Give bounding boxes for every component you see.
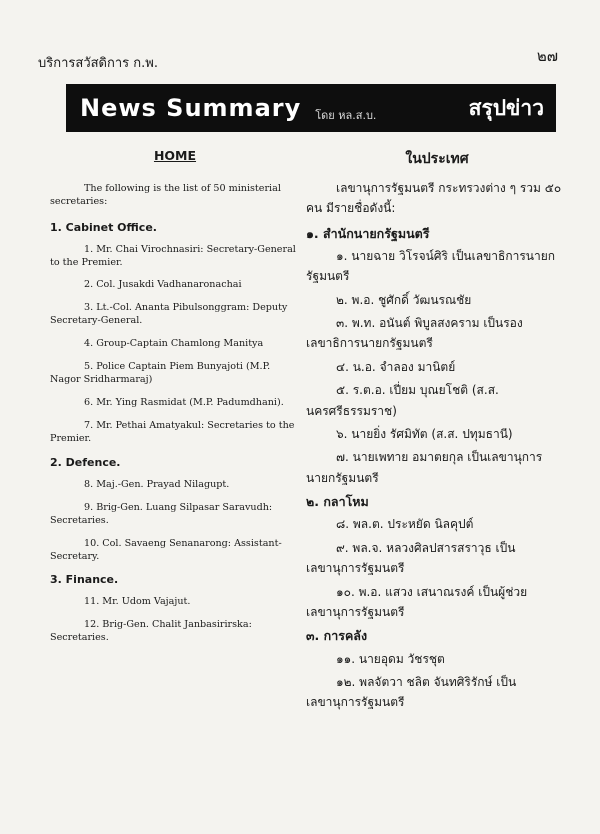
english-column [50, 148, 300, 655]
list-item: ๖. นายยิ่ง รัศมิทัต (ส.ส. ปทุมธานี) [336, 426, 513, 441]
news-summary-banner [66, 84, 556, 132]
list-item: 9. Brig-Gen. Luang Silpasar Saravudh: Secretaries. [50, 501, 273, 526]
list-item: ๘. พล.ต. ประหยัด นิลคุปต์ [336, 517, 474, 532]
banner-thai-title: สรุปข่าว [468, 95, 544, 120]
intro-paragraph: The following is the list of 50 ministerial secretaries: [50, 182, 281, 207]
section-title: ๒. กลาโหม [306, 494, 369, 510]
section-title: 3. Finance. [50, 573, 119, 587]
section-title: 1. Cabinet Office. [50, 220, 157, 234]
list-item: 12. Brig-Gen. Chalit Janbasirirska: Secretaries. [50, 619, 252, 644]
list-item: 7. Mr. Pethai Amatyakul: Secretaries to the Premier. [50, 420, 295, 444]
section-title: 2. Defence. [50, 455, 121, 469]
list-item: ๕. ร.ต.อ. เปี่ยม บุณยโชติ (ส.ส. นครศรีธรรมราช) [306, 383, 499, 418]
intro-paragraph: เลขานุการรัฐมนตรี กระทรวงต่าง ๆ รวม ๕๐ คน มีรายชื่อดังนี้: [306, 180, 562, 216]
list-item: ๑๑. นายอุดม วัชรชุต [336, 651, 445, 666]
list-item: ๑. นายฉาย วิโรจน์ศิริ เป็นเลขาธิการนายกรัฐมนตรี [306, 248, 556, 284]
list-item: ๔. น.อ. จำลอง มานิตย์ [336, 359, 456, 374]
list-item: ๓. พ.ท. อนันต์ พิบูลสงคราม เป็นรองเลขาธิการนายกรัฐมนตรี [306, 316, 523, 351]
publication-title: บริการสวัสดิการ ก.พ. [38, 56, 158, 71]
list-item: 1. Mr. Chai Virochnasiri: Secretary-General to the Premier. [50, 243, 296, 268]
list-item: 10. Col. Savaeng Senanarong: Assistant-Secretary. [50, 537, 282, 562]
list-item: ๗. นายเพทาย อมาตยกุล เป็นเลขานุการนายกรัฐมนตรี [306, 450, 543, 485]
list-item: 11. Mr. Udom Vajajut. [84, 596, 191, 608]
section-title: ๓. การคลัง [306, 628, 368, 644]
page-number: ๒๗ [536, 47, 558, 65]
list-item: ๙. พล.จ. หลวงศิลปสารสราวุธ เป็นเลขานุการรัฐมนตรี [306, 540, 516, 576]
list-item: 3. Lt.-Col. Ananta Pibulsonggram: Deputy Secretary-General. [50, 302, 288, 327]
list-item: ๑๒. พลจัตวา ชลิต จันทศิริรักษ์ เป็นเลขานุการรัฐมนตรี [306, 674, 517, 710]
domestic-heading: ในประเทศ [405, 151, 469, 167]
section-title: ๑. สำนักนายกรัฐมนตรี [306, 225, 430, 241]
list-item: ๑๐. พ.อ. แสวง เสนาณรงค์ เป็นผู้ช่วยเลขานุการรัฐมนตรี [306, 584, 528, 619]
home-heading: HOME [153, 148, 197, 163]
banner-subtitle: โดย หล.ส.บ. [315, 109, 377, 122]
list-item: 4. Group-Captain Chamlong Manitya [84, 338, 264, 350]
list-item: ๒. พ.อ. ชูศักดิ์ วัฒนรณชัย [336, 292, 472, 307]
list-item: 2. Col. Jusakdi Vadhanaronachai [84, 279, 242, 291]
list-item: 6. Mr. Ying Rasmidat (M.P. Padumdhani). [84, 397, 284, 409]
list-item: 5. Police Captain Piem Bunyajoti (M.P. Nagor Sridharmaraj) [50, 361, 271, 386]
thai-column [306, 148, 568, 716]
list-item: 8. Maj.-Gen. Prayad Nilagupt. [84, 478, 230, 490]
banner-english-title: News Summary [80, 94, 302, 122]
